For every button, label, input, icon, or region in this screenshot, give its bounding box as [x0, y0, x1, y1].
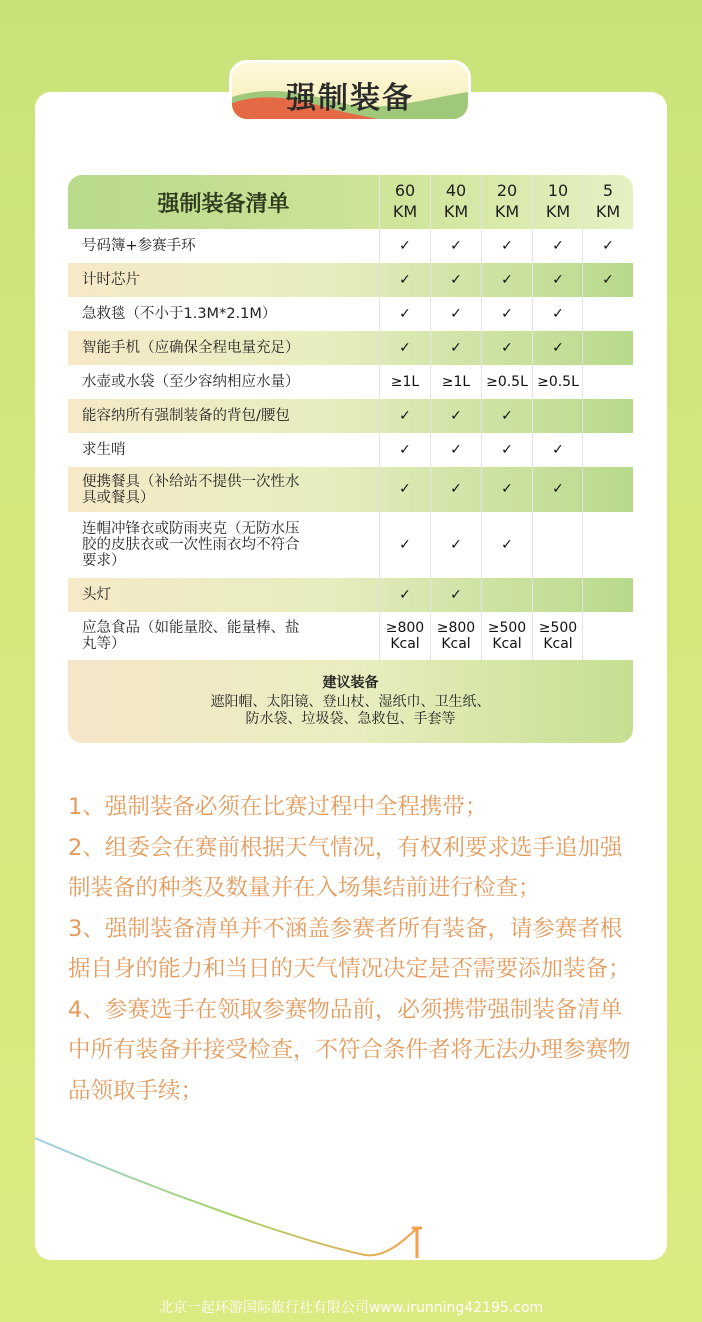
note-item: 2、组委会在赛前根据天气情况，有权利要求选手追加强制装备的种类及数量并在入场集结前进行检查； — [68, 834, 623, 901]
col-header: 20 KM — [494, 181, 520, 221]
table-row — [68, 399, 633, 433]
col-header: 60 KM — [392, 181, 418, 221]
value-cell: ≥1L — [441, 374, 471, 390]
value-cell: ✓ — [501, 537, 513, 553]
item-label: 计时芯片 — [82, 272, 140, 288]
table-row — [68, 578, 633, 612]
suggest-title: 建议装备 — [322, 675, 379, 691]
value-cell: ≥0.5L — [537, 374, 579, 390]
value-cell: ✓ — [399, 442, 411, 458]
value-cell: ✓ — [450, 537, 462, 553]
col-header: 10 KM — [545, 181, 571, 221]
value-cell: ✓ — [450, 340, 462, 356]
grid-line — [430, 175, 431, 660]
value-cell: ✓ — [399, 587, 411, 603]
suggested-equipment — [68, 660, 633, 743]
value-cell: ✓ — [450, 306, 462, 322]
value-cell: ✓ — [501, 481, 513, 497]
table-row — [68, 331, 633, 365]
note-item: 1、强制装备必须在比赛过程中全程携带； — [68, 794, 488, 820]
item-label: 水壶或水袋（至少容纳相应水量） — [82, 374, 300, 390]
value-cell: ≥1L — [390, 374, 420, 390]
table-row — [68, 229, 633, 263]
value-cell: ≥800 Kcal — [436, 620, 476, 652]
item-label: 连帽冲锋衣或防雨夹克（无防水压 胶的皮肤衣或一次性雨衣均不符合 要求） — [82, 521, 300, 569]
item-label: 头灯 — [82, 587, 111, 603]
value-cell: ✓ — [450, 272, 462, 288]
value-cell: ✓ — [450, 442, 462, 458]
grid-line — [532, 175, 533, 660]
value-cell: ✓ — [552, 306, 564, 322]
title-banner — [229, 60, 471, 122]
table-row — [68, 433, 633, 467]
value-cell: ✓ — [501, 306, 513, 322]
value-cell: ✓ — [450, 238, 462, 254]
bridge-illustration — [35, 1130, 667, 1260]
item-label: 号码簿+参赛手环 — [82, 238, 196, 254]
value-cell: ✓ — [552, 238, 564, 254]
value-cell: ≥800 Kcal — [385, 620, 425, 652]
suggest-list: 遮阳帽、太阳镜、登山杖、湿纸巾、卫生纸、 防水袋、垃圾袋、急救包、手套等 — [210, 694, 491, 727]
value-cell: ✓ — [501, 340, 513, 356]
table-row — [68, 512, 633, 578]
value-cell: ≥0.5L — [486, 374, 528, 390]
value-cell: ✓ — [501, 442, 513, 458]
item-label: 应急食品（如能量胶、能量棒、盐 丸等） — [82, 620, 300, 652]
col-header: 40 KM — [443, 181, 469, 221]
value-cell: ✓ — [501, 238, 513, 254]
grid-line — [379, 175, 380, 660]
value-cell: ✓ — [501, 272, 513, 288]
note-item: 3、强制装备清单并不涵盖参赛者所有装备，请参赛者根据自身的能力和当日的天气情况决定是否需要添加装备； — [68, 915, 631, 982]
grid-line — [481, 175, 482, 660]
table-row — [68, 365, 633, 399]
value-cell: ✓ — [399, 481, 411, 497]
value-cell: ✓ — [602, 272, 614, 288]
footer-company: 北京一起环游国际旅行社有限公司www.irunning42195.com — [158, 1300, 544, 1316]
value-cell: ✓ — [399, 408, 411, 424]
value-cell: ✓ — [552, 442, 564, 458]
table-title: 强制装备清单 — [157, 192, 290, 217]
page-title: 强制装备 — [286, 81, 414, 116]
grid-line — [582, 175, 583, 660]
value-cell: ≥500 Kcal — [538, 620, 578, 652]
table-header — [68, 175, 633, 229]
value-cell: ✓ — [450, 587, 462, 603]
value-cell: ✓ — [602, 238, 614, 254]
value-cell: ✓ — [450, 408, 462, 424]
notes-section — [68, 787, 643, 1111]
table-row — [68, 297, 633, 331]
value-cell: ✓ — [399, 238, 411, 254]
value-cell: ✓ — [399, 537, 411, 553]
value-cell: ✓ — [450, 481, 462, 497]
value-cell: ≥500 Kcal — [487, 620, 527, 652]
value-cell: ✓ — [399, 306, 411, 322]
value-cell: ✓ — [552, 272, 564, 288]
note-item: 4、参赛选手在领取参赛物品前，必须携带强制装备清单中所有装备并接受检查，不符合条件者将无法办理参赛物品领取手续； — [68, 996, 631, 1104]
table-row — [68, 612, 633, 660]
value-cell: ✓ — [399, 340, 411, 356]
item-label: 便携餐具（补给站不提供一次性水 具或餐具） — [82, 474, 300, 506]
value-cell: ✓ — [501, 408, 513, 424]
value-cell: ✓ — [399, 272, 411, 288]
item-label: 急救毯（不小于1.3M*2.1M） — [82, 306, 277, 322]
equipment-table — [68, 175, 633, 743]
table-row — [68, 467, 633, 512]
item-label: 智能手机（应确保全程电量充足） — [82, 340, 300, 356]
wind-turbine-icon — [601, 1172, 649, 1260]
item-label: 能容纳所有强制装备的背包/腰包 — [82, 408, 290, 424]
item-label: 求生哨 — [82, 442, 126, 458]
value-cell: ✓ — [552, 481, 564, 497]
table-row — [68, 263, 633, 297]
col-header: 5 KM — [595, 181, 621, 221]
value-cell: ✓ — [552, 340, 564, 356]
